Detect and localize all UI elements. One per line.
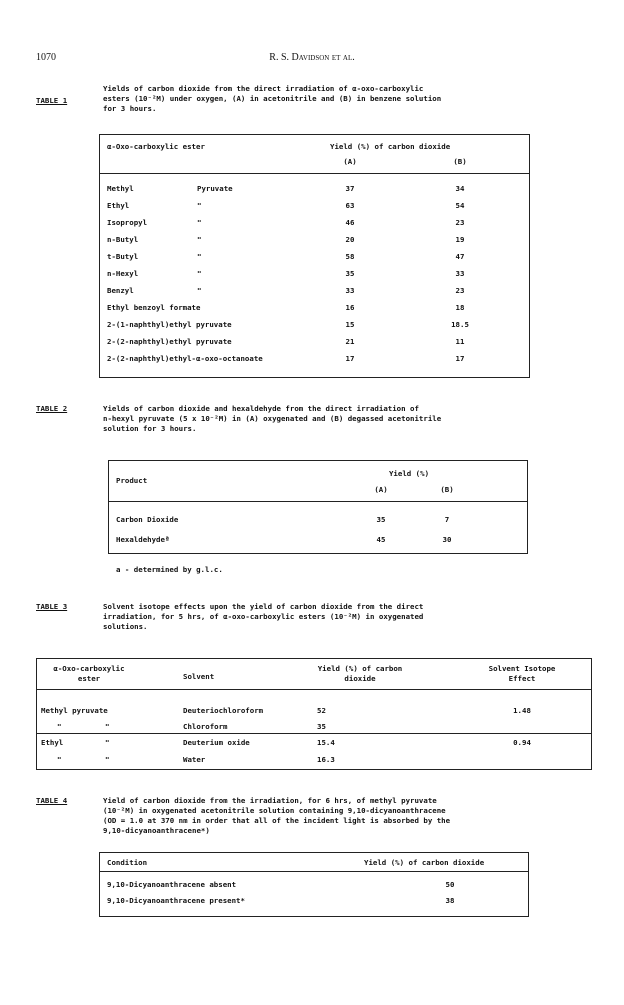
- column-header-condition: Condition: [107, 858, 148, 867]
- yield-b: 30: [442, 535, 452, 544]
- yield-b: 11: [455, 337, 465, 346]
- caption-line: Yield of carbon dioxide from the irradiation, for 6 hrs, of methyl pyruvate: [103, 796, 437, 805]
- table-3-label: TABLE 3: [36, 602, 68, 611]
- page-number: 1070: [36, 52, 56, 63]
- ester-name: Ethyl: [107, 201, 130, 210]
- ester-ditto: ": [105, 755, 110, 764]
- ester-name: t-Butyl: [107, 252, 139, 261]
- ester-suffix: ": [197, 286, 202, 295]
- caption-line: Yields of carbon dioxide and hexaldehyde from the direct irradiation of: [103, 404, 419, 413]
- column-header-ester: [39, 664, 139, 684]
- yield-value: 38: [445, 896, 455, 905]
- table-4-label: TABLE 4: [36, 796, 68, 805]
- yield-b: 33: [455, 269, 465, 278]
- column-header-solvent: Solvent: [183, 672, 215, 681]
- table-3-caption: [103, 602, 423, 632]
- table-4: [99, 852, 529, 917]
- yield-a: 45: [376, 535, 386, 544]
- table-3: [36, 658, 592, 770]
- yield-b: 23: [455, 286, 465, 295]
- caption-line: 9,10-dicyanoanthracene*): [103, 826, 210, 835]
- yield-value: 35: [317, 722, 326, 731]
- ester-name: Methyl: [107, 184, 134, 193]
- yield-a: 58: [345, 252, 355, 261]
- solvent-name: Deuterium oxide: [183, 738, 250, 747]
- column-header-product: Product: [116, 476, 148, 485]
- caption-line: solution for 3 hours.: [103, 424, 197, 433]
- yield-value: 16.3: [317, 755, 335, 764]
- yield-a: 63: [345, 201, 355, 210]
- table-2: [108, 460, 528, 554]
- yield-value: 52: [317, 706, 326, 715]
- yield-a: 33: [345, 286, 355, 295]
- table-2-label: TABLE 2: [36, 404, 68, 413]
- ester-suffix: ": [197, 252, 202, 261]
- solvent-name: Water: [183, 755, 206, 764]
- yield-b: 19: [455, 235, 465, 244]
- table-2-footnote: a - determined by g.l.c.: [116, 565, 223, 574]
- ester-suffix: ": [197, 269, 202, 278]
- yield-a: 21: [345, 337, 355, 346]
- caption-line: esters (10⁻²M) under oxygen, (A) in acetonitrile and (B) in benzene solution: [103, 94, 442, 103]
- column-header-b: (B): [440, 485, 454, 494]
- yield-a: 17: [345, 354, 355, 363]
- isotope-effect-value: 0.94: [513, 738, 531, 747]
- ester-suffix: ": [197, 201, 202, 210]
- column-header-isotope-effect: [467, 664, 577, 684]
- header-line: dioxide: [344, 674, 376, 683]
- header-line: Solvent Isotope: [488, 664, 556, 673]
- table-1: [99, 134, 530, 378]
- header-line: ester: [77, 674, 101, 683]
- yield-b: 34: [455, 184, 465, 193]
- ester-ditto: ": [105, 738, 110, 747]
- header-rule: [109, 501, 527, 502]
- caption-line: n-hexyl pyruvate (5 x 10⁻²M) in (A) oxygenated and (B) degassed acetonitrile: [103, 414, 442, 423]
- table-1-caption: [103, 84, 441, 114]
- row-divider: [37, 733, 591, 734]
- yield-a: 16: [345, 303, 355, 312]
- yield-b: 54: [455, 201, 465, 210]
- yield-a: 37: [345, 184, 355, 193]
- yield-b: 17: [455, 354, 465, 363]
- yield-value: 15.4: [317, 738, 335, 747]
- yield-b: 7: [444, 515, 450, 524]
- caption-line: (10⁻²M) in oxygenated acetonitrile solution containing 9,10-dicyanoanthracene: [103, 806, 446, 815]
- caption-line: solutions.: [103, 622, 148, 631]
- column-header-yield: Yield (%) of carbon dioxide: [330, 142, 451, 151]
- ester-name: Ethyl benzoyl formate: [107, 303, 201, 312]
- yield-a: 46: [345, 218, 355, 227]
- product-name: Hexaldehydeª: [116, 535, 170, 544]
- ester-ditto: ": [57, 722, 62, 731]
- column-header-a: (A): [374, 485, 388, 494]
- ester-suffix: ": [197, 235, 202, 244]
- header-rule: [100, 871, 528, 872]
- column-header-yield: Yield (%): [388, 469, 430, 478]
- table-4-caption: [103, 796, 450, 836]
- ester-name: Ethyl: [41, 738, 64, 747]
- condition-name: 9,10-Dicyanoanthracene present*: [107, 896, 245, 905]
- header-line: α-Oxo-carboxylic: [53, 664, 125, 673]
- column-header-b: (B): [453, 157, 467, 166]
- solvent-name: Chloroform: [183, 722, 228, 731]
- ester-name: Isopropyl: [107, 218, 148, 227]
- yield-b: 18.5: [451, 320, 469, 329]
- yield-b: 18: [455, 303, 465, 312]
- condition-name: 9,10-Dicyanoanthracene absent: [107, 880, 237, 889]
- ester-name: Methyl pyruvate: [41, 706, 108, 715]
- header-line: Yield (%) of carbon: [317, 664, 403, 673]
- column-header-yield: [295, 664, 425, 684]
- header-rule: [37, 689, 591, 690]
- column-header-ester: α-Oxo-carboxylic ester: [107, 142, 205, 151]
- yield-b: 23: [455, 218, 465, 227]
- isotope-effect-value: 1.48: [513, 706, 531, 715]
- ester-suffix: ": [197, 218, 202, 227]
- yield-value: 50: [445, 880, 455, 889]
- yield-a: 35: [376, 515, 386, 524]
- column-header-a: (A): [343, 157, 357, 166]
- header-line: Effect: [508, 674, 536, 683]
- ester-name: n-Hexyl: [107, 269, 139, 278]
- yield-a: 20: [345, 235, 355, 244]
- solvent-name: Deuteriochloroform: [183, 706, 264, 715]
- table-2-caption: [103, 404, 441, 434]
- caption-line: (OD = 1.0 at 370 nm in order that all of the incident light is absorbed by the: [103, 816, 451, 825]
- running-title: R. S. Davidson et al.: [269, 52, 355, 63]
- caption-line: Solvent isotope effects upon the yield of carbon dioxide from the direct: [103, 602, 424, 611]
- yield-a: 15: [345, 320, 355, 329]
- ester-name: 2-(2-naphthyl)ethyl pyruvate: [107, 337, 232, 346]
- ester-ditto: ": [57, 755, 62, 764]
- caption-line: irradiation, for 5 hrs, of α-oxo-carboxylic esters (10⁻²M) in oxygenated: [103, 612, 424, 621]
- ester-name: 2-(2-naphthyl)ethyl-α-oxo-octanoate: [107, 354, 263, 363]
- yield-a: 35: [345, 269, 355, 278]
- ester-name: 2-(1-naphthyl)ethyl pyruvate: [107, 320, 232, 329]
- ester-name: Benzyl: [107, 286, 134, 295]
- caption-line: Yields of carbon dioxide from the direct irradiation of α-oxo-carboxylic: [103, 84, 424, 93]
- header-rule: [100, 173, 529, 174]
- table-1-label: TABLE 1: [36, 96, 68, 105]
- ester-ditto: ": [105, 722, 110, 731]
- ester-suffix: Pyruvate: [197, 184, 233, 193]
- product-name: Carbon Dioxide: [116, 515, 179, 524]
- column-header-yield: Yield (%) of carbon dioxide: [364, 858, 485, 867]
- ester-name: n-Butyl: [107, 235, 139, 244]
- caption-line: for 3 hours.: [103, 104, 157, 113]
- yield-b: 47: [455, 252, 465, 261]
